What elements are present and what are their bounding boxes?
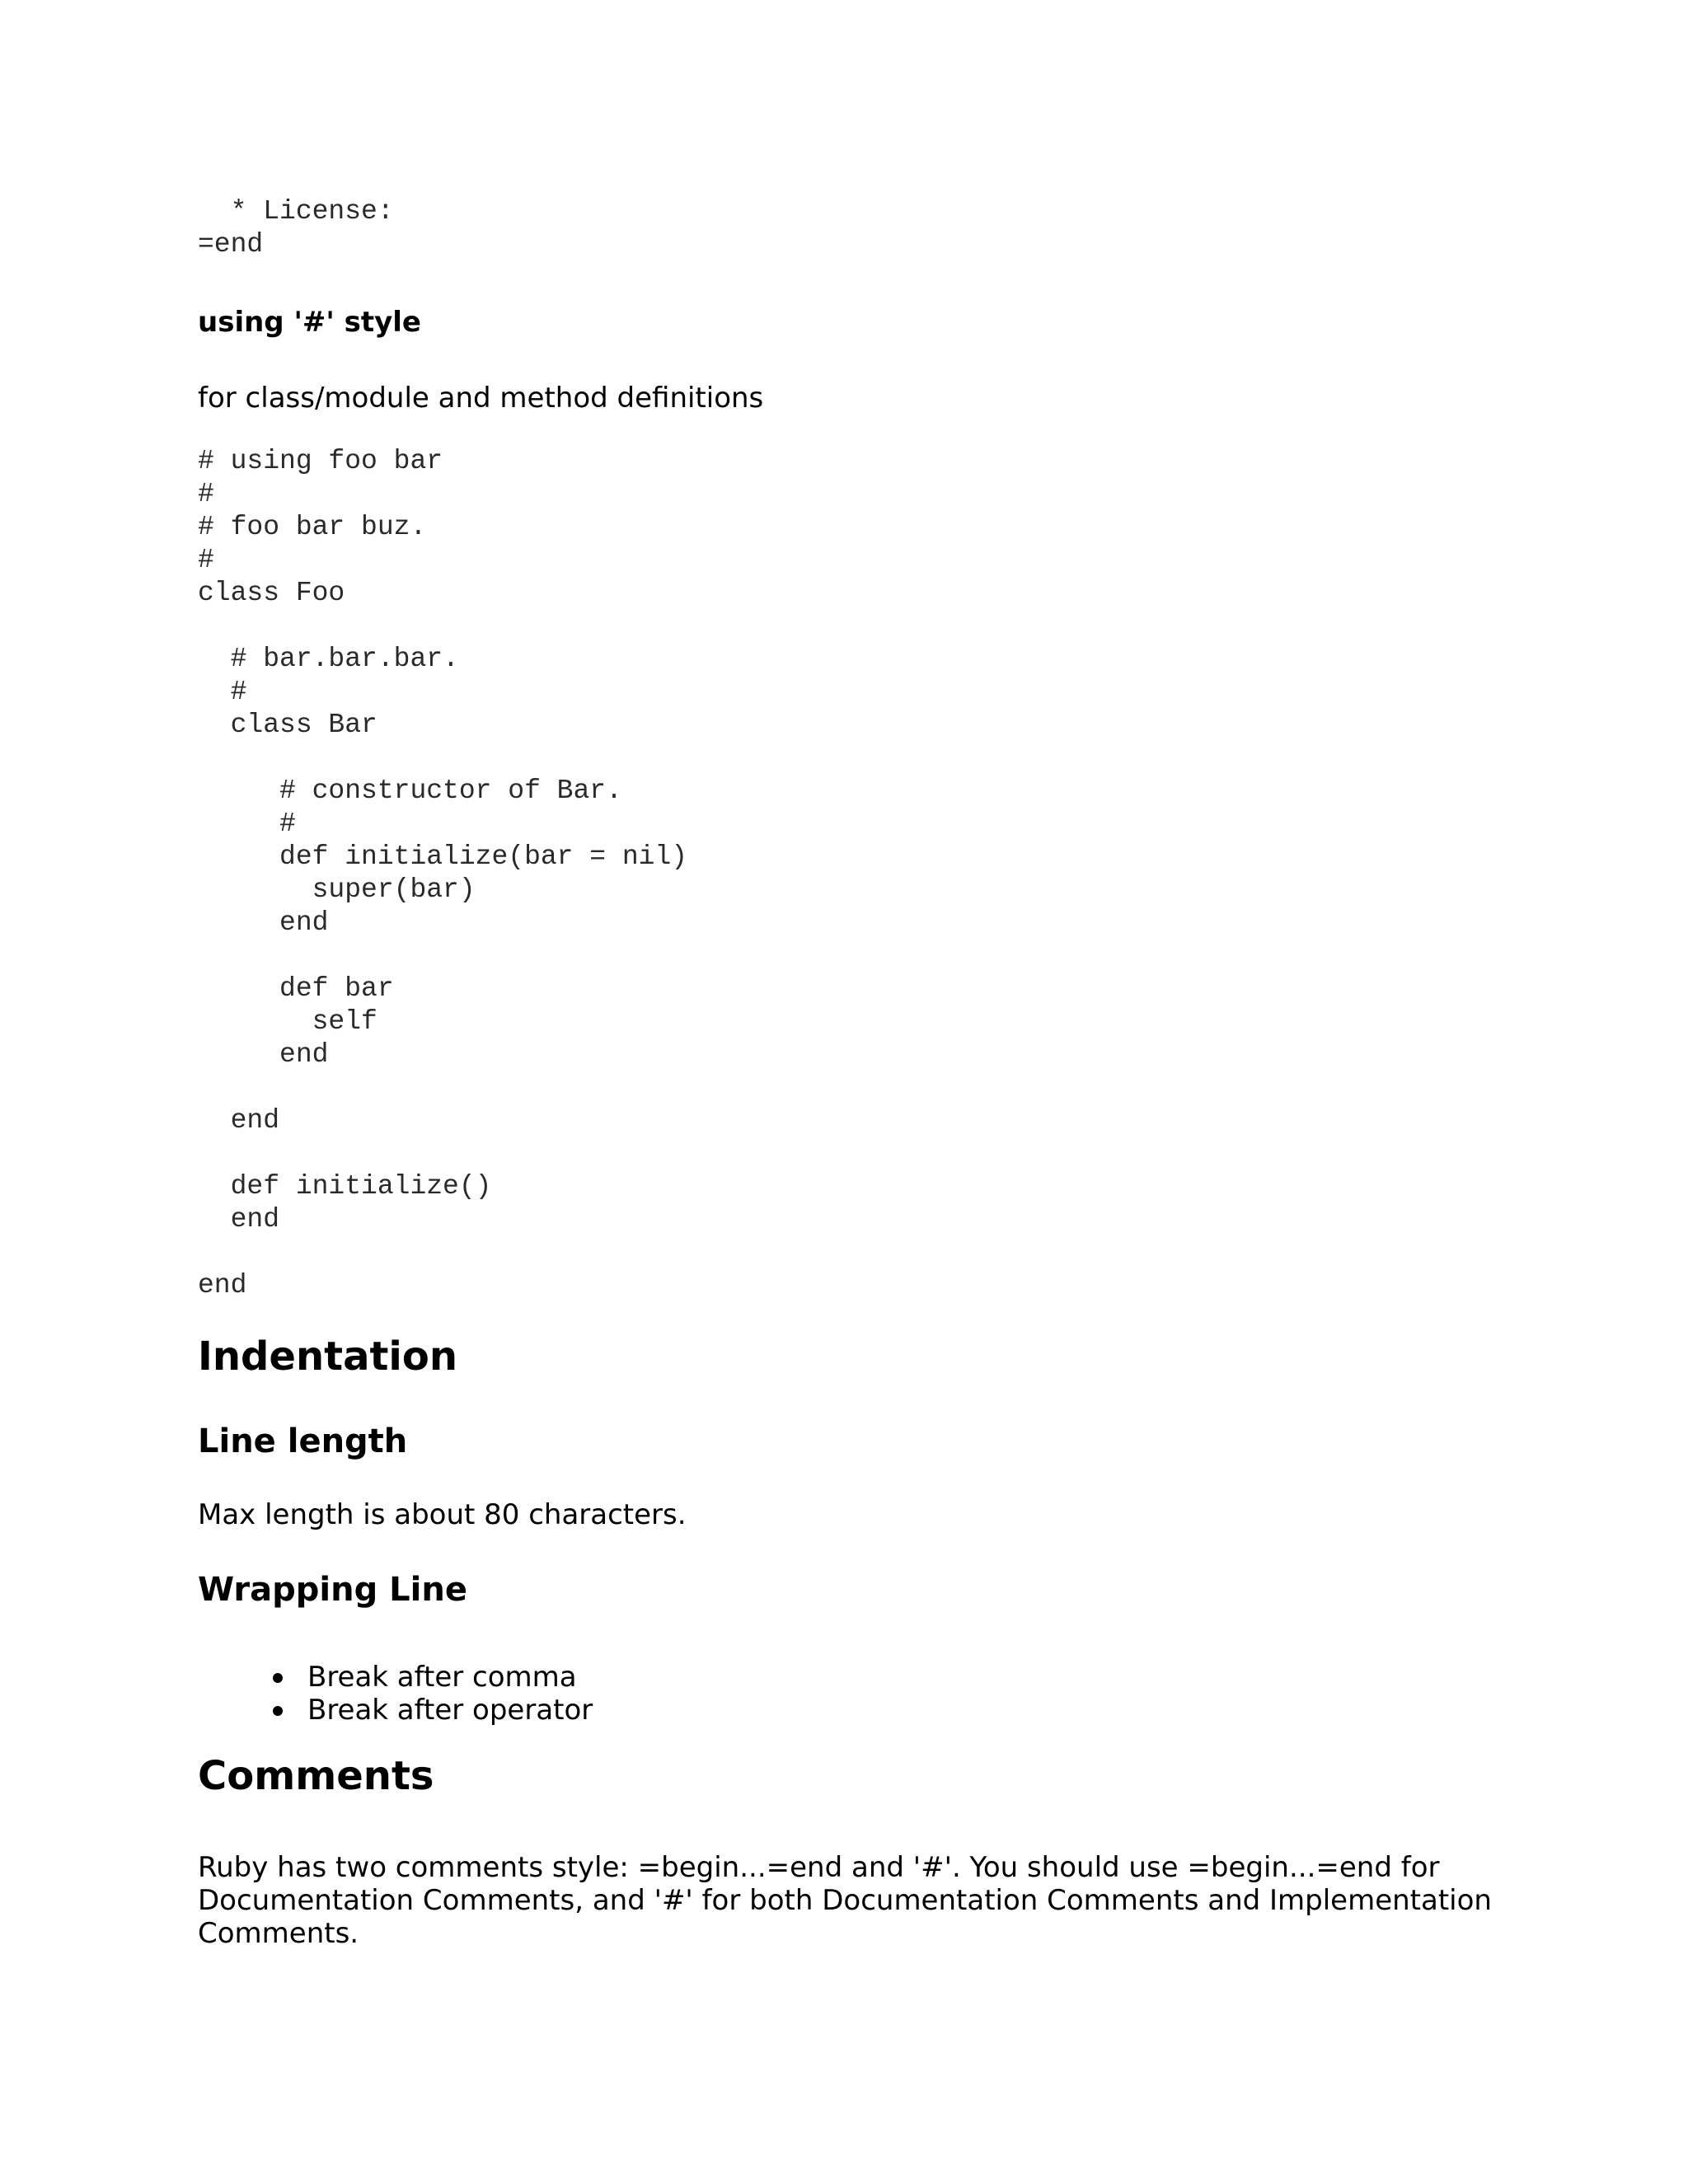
bullet-icon <box>273 1706 283 1716</box>
heading-line-length: Line length <box>198 1422 408 1460</box>
comments-text: Ruby has two comments style: =begin...=end and '#'. You should use =begin...=end for Documentation Comments, and '#' for both Documentation Comments and Implementation Comments. <box>198 1851 1492 1950</box>
code-block-example: # using foo bar # # foo bar buz. # class Foo # bar.bar.bar. # class Bar # constructor of Bar. # def initialize(bar = nil) super(bar) end def bar self end end def initialize() end end <box>198 446 688 1301</box>
bullet-icon <box>273 1673 283 1683</box>
heading-wrapping-line: Wrapping Line <box>198 1571 467 1609</box>
list-item <box>268 1661 593 1694</box>
code-block-license: * License: =end <box>198 196 394 260</box>
line-length-text: Max length is about 80 characters. <box>198 1498 687 1531</box>
wrapping-line-list <box>268 1661 593 1727</box>
using-hash-style-heading: using '#' style <box>198 306 421 339</box>
list-item-text: Break after comma <box>307 1661 577 1694</box>
using-hash-description: for class/module and method definitions <box>198 382 764 415</box>
heading-comments: Comments <box>198 1753 434 1799</box>
list-item-text: Break after operator <box>307 1694 593 1727</box>
heading-indentation: Indentation <box>198 1333 457 1380</box>
list-item <box>268 1694 593 1727</box>
